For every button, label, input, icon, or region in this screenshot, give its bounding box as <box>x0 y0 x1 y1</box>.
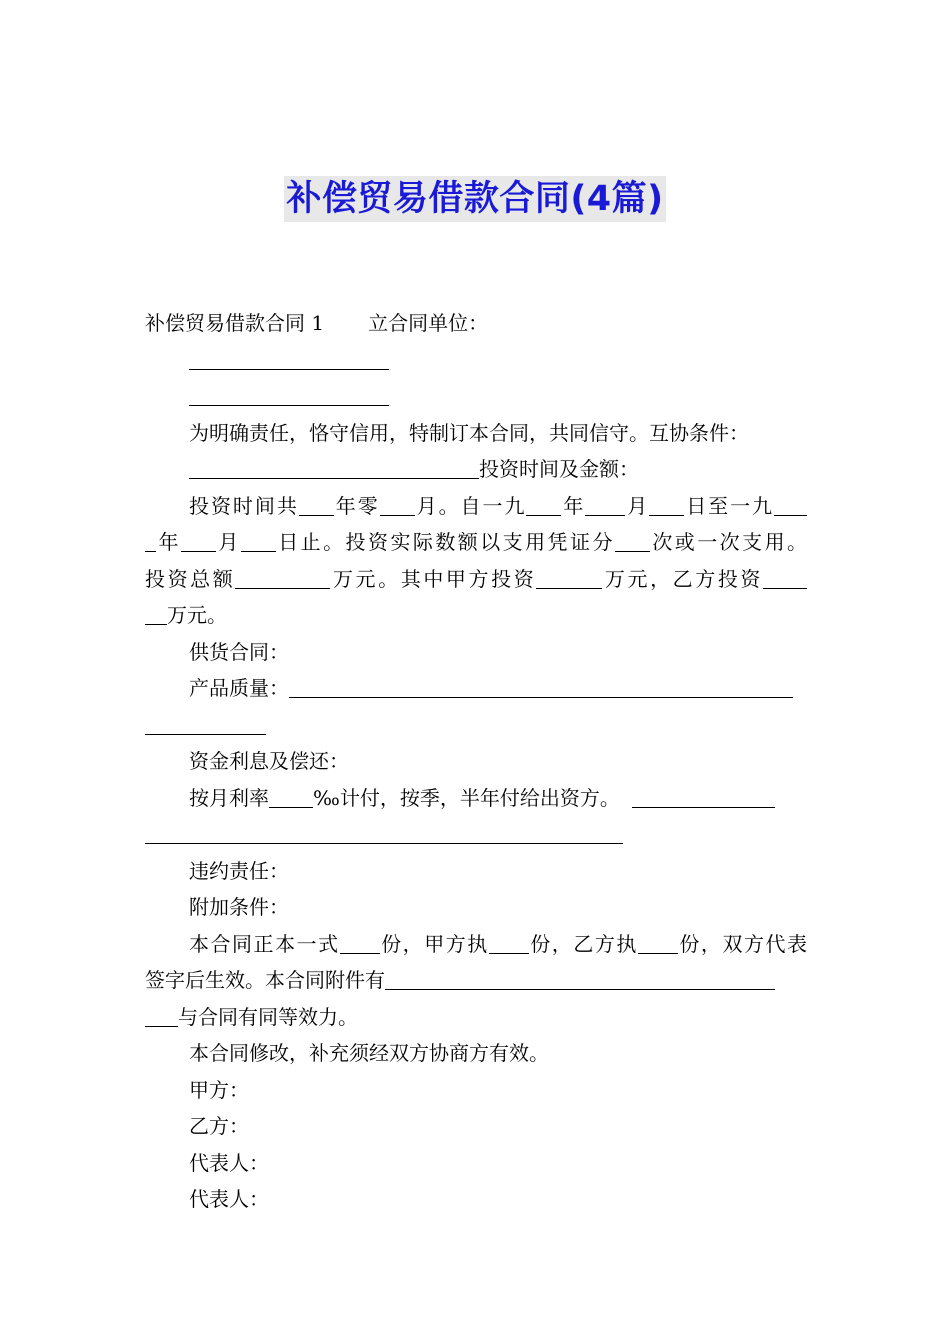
section-heading <box>145 634 807 671</box>
text-fragment: 供货合同： <box>189 639 289 664</box>
signature-representative-b <box>145 1181 807 1218</box>
paragraph <box>145 451 807 488</box>
paragraph <box>145 780 807 817</box>
paragraph <box>145 999 807 1036</box>
blank-party-a-investment <box>536 566 602 589</box>
text-fragment: ‰计付，按季，半年付给出资方。 <box>313 785 620 810</box>
paragraph <box>145 670 807 707</box>
text-fragment: 按月利率 <box>189 785 269 810</box>
signature-representative-a <box>145 1145 807 1182</box>
blank-attachments <box>385 967 775 990</box>
blank-end-month <box>181 529 216 552</box>
paragraph <box>145 415 807 452</box>
text-fragment: 签字后生效。本合同附件有 <box>145 968 385 992</box>
blank-end-year-cont <box>145 529 156 552</box>
blank-party-b-investment <box>763 566 807 589</box>
blank-months <box>380 493 415 516</box>
paragraph <box>145 1035 807 1072</box>
text-fragment: 份，乙方执 <box>528 931 638 956</box>
text-fragment: 投资总额 <box>145 566 236 591</box>
text-fragment: 年 <box>156 530 181 554</box>
blank-start-day <box>649 493 684 516</box>
section-heading <box>145 853 807 890</box>
section-heading <box>145 889 807 926</box>
contract-body <box>145 305 807 1218</box>
text-fragment: 产品质量： <box>189 676 289 700</box>
parties-label: 立合同单位： <box>368 311 489 335</box>
blank-end-day <box>241 529 276 552</box>
section-heading <box>145 743 807 780</box>
blank-repayment-cont <box>145 821 623 844</box>
text-fragment: 份，甲方执 <box>379 931 489 956</box>
text-fragment: 乙方： <box>189 1114 249 1138</box>
text-fragment: 年 <box>561 493 586 518</box>
text-fragment: 甲方： <box>189 1077 249 1102</box>
text-fragment: 违约责任： <box>189 858 289 883</box>
text-fragment: 附加条件： <box>189 895 289 919</box>
blank-copies <box>340 931 380 954</box>
text-fragment: 本合同修改，补充须经双方协商方有效。 <box>189 1041 549 1065</box>
text-fragment: 与合同有同等效力。 <box>178 1004 358 1029</box>
text-fragment: 月 <box>625 493 650 518</box>
text-fragment: 代表人： <box>189 1150 269 1175</box>
blank-party-b-investment-cont <box>145 602 167 625</box>
contract-number: 补偿贸易借款合同 1 <box>145 311 325 335</box>
document-title: 补偿贸易借款合同(4篇) <box>284 176 665 222</box>
text-fragment: 万元。 <box>167 603 227 627</box>
blank-installments <box>615 529 650 552</box>
blank-party-b-copies <box>638 931 678 954</box>
signature-party-a <box>145 1072 807 1109</box>
paragraph <box>145 597 807 634</box>
signature-party-b <box>145 1108 807 1145</box>
text-fragment: 资金利息及偿还： <box>189 749 349 773</box>
blank-product-quality <box>289 675 793 698</box>
title-wrap <box>0 176 950 222</box>
text-fragment: 本合同正本一式 <box>189 931 340 956</box>
paragraph <box>145 926 807 963</box>
blank-party-a-copies <box>489 931 529 954</box>
paragraph <box>145 561 807 598</box>
blank-line <box>145 378 807 415</box>
text-fragment: 万元。其中甲方投资 <box>330 566 537 591</box>
blank-line <box>145 707 807 744</box>
blank-party-b <box>189 383 389 406</box>
text-fragment: 万元，乙方投资 <box>602 566 764 591</box>
blank-start-month <box>585 493 625 516</box>
blank-repayment <box>632 785 775 808</box>
text-fragment: 次或一次支用。 <box>649 530 808 554</box>
blank-start-year <box>526 493 561 516</box>
blank-party-a <box>189 347 389 370</box>
blank-line <box>145 816 807 853</box>
blank-line <box>145 342 807 379</box>
blank-interest-rate <box>269 785 313 808</box>
blank-end-year <box>774 493 807 516</box>
text-fragment: 代表人： <box>189 1187 269 1211</box>
paragraph-text: 投资时间及金额： <box>479 457 639 481</box>
text-fragment: 投资时间共 <box>189 493 299 518</box>
text-fragment: 月 <box>215 530 241 554</box>
blank-attachments-cont <box>145 1004 178 1027</box>
text-fragment: 份，双方代表 <box>677 931 808 956</box>
blank-years <box>299 493 334 516</box>
paragraph-text: 为明确责任，恪守信用，特制订本合同，共同信守。互协条件： <box>189 420 749 445</box>
text-fragment: 月。自一九 <box>414 493 527 518</box>
paragraph <box>145 524 807 561</box>
text-fragment: 年零 <box>333 493 380 518</box>
contract-heading-line <box>145 305 807 342</box>
text-fragment: 日止。投资实际数额以支用凭证分 <box>275 530 615 554</box>
text-fragment: 日至一九 <box>684 493 775 518</box>
blank-total-investment <box>235 566 330 589</box>
paragraph <box>145 488 807 525</box>
paragraph <box>145 962 807 999</box>
blank-conditions <box>189 456 479 479</box>
blank-product-quality-cont <box>145 712 266 735</box>
